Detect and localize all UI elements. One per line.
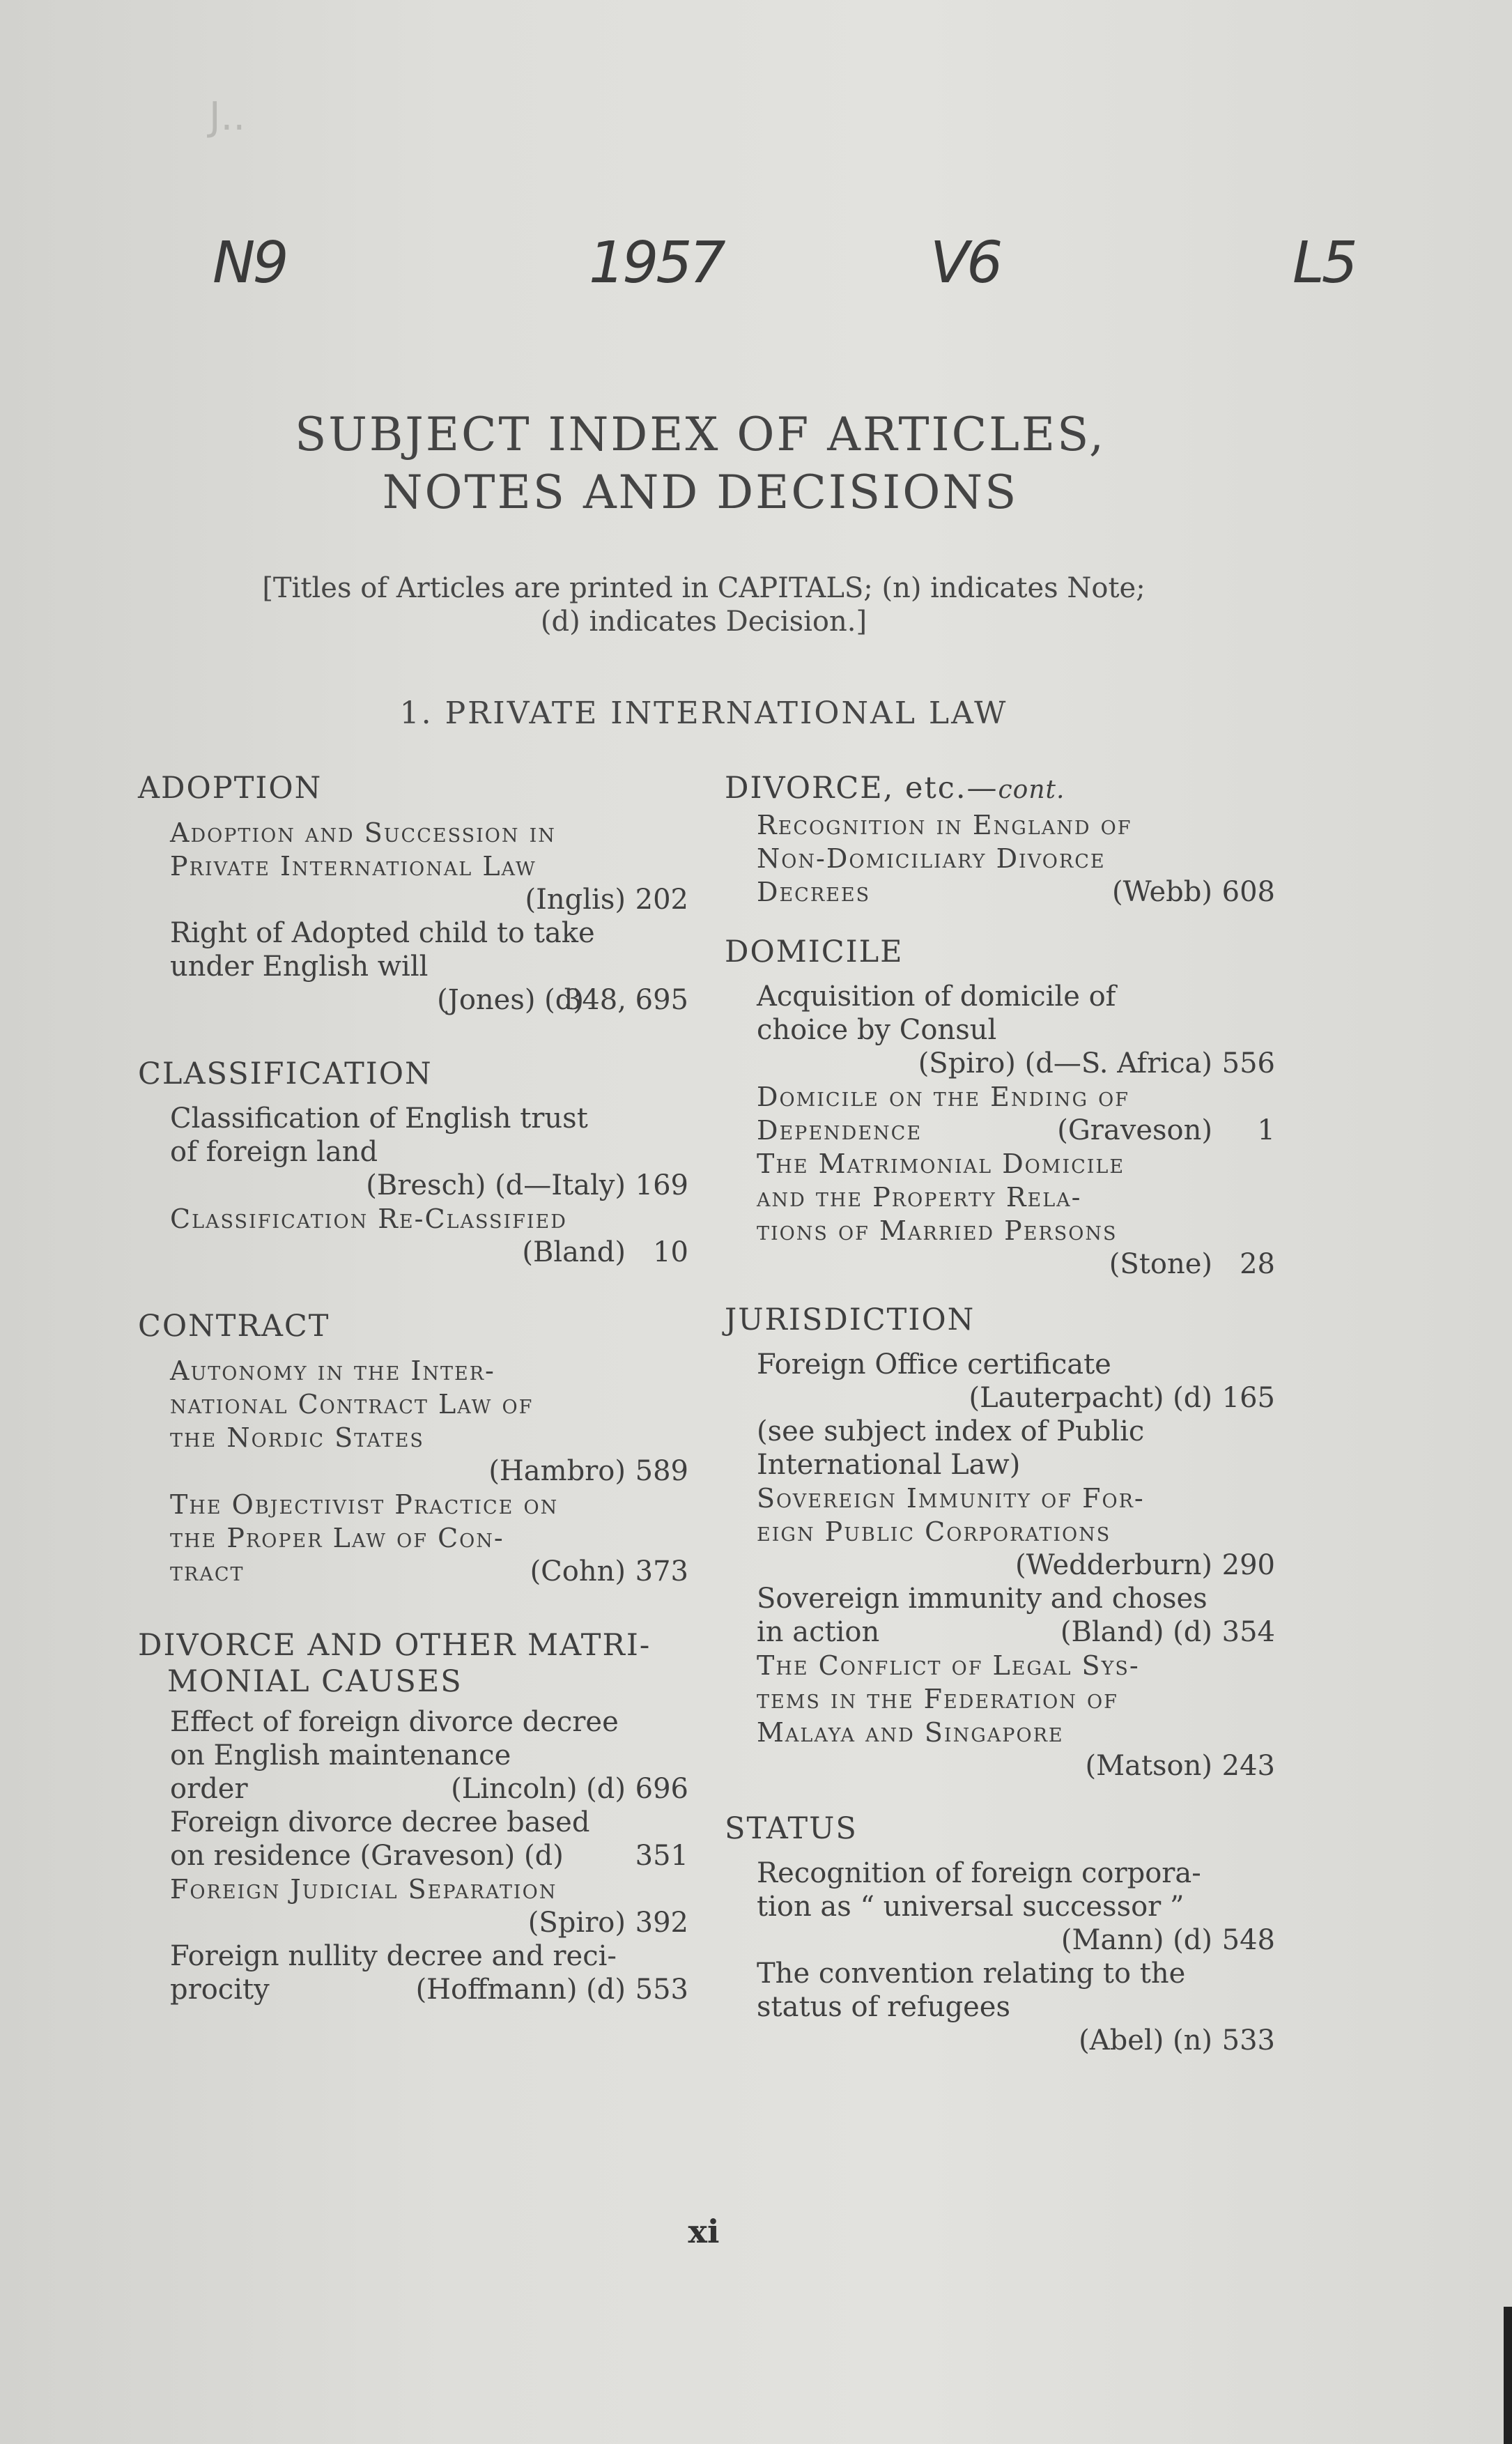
entry-page: 351 bbox=[635, 1840, 688, 1872]
entry-author: (Spiro) bbox=[527, 1907, 626, 1939]
entry-page: 165 bbox=[1221, 1382, 1275, 1414]
entry-ref bbox=[786, 1047, 1275, 1080]
index-entry bbox=[138, 1806, 688, 1873]
entry-ref bbox=[199, 1169, 688, 1202]
entry-text: Foreign Judicial Separation bbox=[170, 1874, 557, 1905]
entry-page: 556 bbox=[1221, 1047, 1275, 1079]
entry-author: (Abel) (n) bbox=[1079, 2024, 1212, 2057]
entry-page: 608 bbox=[1221, 876, 1275, 908]
entry-author: (Spiro) (d—S. Africa) bbox=[918, 1047, 1212, 1079]
entry-page: 354 bbox=[1221, 1616, 1275, 1648]
entry-ref bbox=[199, 983, 688, 1017]
handwritten-mark-1: N9 bbox=[213, 230, 286, 296]
entry-text: Decrees bbox=[757, 877, 871, 907]
entry-text: order bbox=[170, 1773, 248, 1805]
entry-text: The Matrimonial Domicile bbox=[757, 1148, 1125, 1179]
entry-ref bbox=[199, 883, 688, 916]
entry-text: Non-Domiciliary Divorce bbox=[757, 843, 1106, 874]
left-column bbox=[138, 770, 688, 2006]
entry-text: (see subject index of Public bbox=[757, 1415, 1145, 1447]
entry-text: tion as “ universal successor ” bbox=[757, 1891, 1185, 1923]
entry-text: Effect of foreign divorce decree bbox=[170, 1706, 619, 1738]
entry-ref bbox=[786, 1923, 1275, 1957]
entry-text: tract bbox=[170, 1556, 245, 1587]
entry-page: 533 bbox=[1221, 2024, 1275, 2057]
entry-text: Foreign divorce decree based bbox=[170, 1806, 590, 1838]
entry-text: tions of Married Persons bbox=[757, 1215, 1118, 1246]
entry-page: 28 bbox=[1240, 1248, 1275, 1280]
entry-text: The Objectivist Practice on bbox=[170, 1489, 559, 1520]
page-number: xi bbox=[688, 2213, 720, 2250]
index-entry bbox=[138, 1354, 688, 1488]
heading-cont-text: cont. bbox=[998, 776, 1065, 804]
index-entry bbox=[138, 1102, 688, 1202]
index-entry bbox=[138, 1939, 688, 2006]
entry-author: (Bland) (d) bbox=[1060, 1616, 1212, 1648]
page-title-line-1: SUBJECT INDEX OF ARTICLES, bbox=[295, 408, 1106, 461]
entry-page: 548 bbox=[1221, 1924, 1275, 1956]
entry-ref bbox=[199, 1236, 688, 1269]
entry-ref bbox=[786, 1381, 1275, 1415]
entry-page: 169 bbox=[635, 1169, 688, 1201]
heading-status: STATUS bbox=[725, 1811, 858, 1846]
entry-text: on English maintenance bbox=[170, 1739, 511, 1771]
entry-author: (Matson) bbox=[1085, 1750, 1212, 1782]
entry-author: (Bland) bbox=[522, 1236, 626, 1268]
entry-ref bbox=[757, 875, 1275, 909]
index-entry bbox=[725, 1482, 1275, 1582]
entry-author: (Mann) (d) bbox=[1060, 1924, 1212, 1956]
index-entry bbox=[138, 1873, 688, 1939]
entry-text: Classification Re-Classified bbox=[170, 1204, 567, 1234]
index-entry bbox=[725, 1582, 1275, 1649]
entry-author: (Hoffmann) (d) bbox=[415, 1974, 626, 2006]
entry-page: 290 bbox=[1221, 1549, 1275, 1581]
entry-text: Malaya and Singapore bbox=[757, 1717, 1064, 1748]
entry-page: 1 bbox=[1257, 1114, 1275, 1146]
entry-text: Sovereign Immunity of For- bbox=[757, 1483, 1145, 1514]
entry-text: Right of Adopted child to take bbox=[170, 917, 595, 949]
entry-author: (Lauterpacht) (d) bbox=[969, 1382, 1212, 1414]
index-entry bbox=[725, 1348, 1275, 1482]
index-entry bbox=[725, 1857, 1275, 1957]
entry-text: Autonomy in the Inter- bbox=[170, 1355, 495, 1386]
entry-ref bbox=[170, 1839, 688, 1873]
handwritten-mark-3: V6 bbox=[930, 230, 1001, 296]
heading-domicile: DOMICILE bbox=[725, 935, 904, 969]
entry-ref bbox=[786, 1749, 1275, 1783]
entry-text: and the Property Rela- bbox=[757, 1182, 1082, 1213]
heading-divorce-cont bbox=[725, 770, 1275, 808]
entry-ref bbox=[786, 1548, 1275, 1582]
entry-text: the Proper Law of Con- bbox=[170, 1523, 504, 1553]
pencil-mark: J.. bbox=[209, 94, 246, 139]
entry-ref bbox=[786, 1247, 1275, 1281]
entry-author: (Bresch) (d—Italy) bbox=[366, 1169, 626, 1201]
heading-contract: CONTRACT bbox=[138, 1309, 330, 1344]
entry-author: (Stone) bbox=[1109, 1248, 1212, 1280]
entry-text: procity bbox=[170, 1974, 270, 2006]
entry-ref bbox=[757, 1615, 1275, 1649]
handwritten-mark-2: 1957 bbox=[589, 230, 723, 296]
entry-text: under English will bbox=[170, 951, 429, 983]
index-entry bbox=[725, 1957, 1275, 2057]
entry-ref bbox=[170, 1973, 688, 2006]
entry-text: of foreign land bbox=[170, 1136, 378, 1168]
entry-ref bbox=[170, 1772, 688, 1806]
entry-author: (Graveson) bbox=[1057, 1114, 1212, 1146]
entry-text: Foreign Office certificate bbox=[757, 1348, 1111, 1381]
heading-text: DIVORCE, etc.— bbox=[725, 771, 998, 806]
entry-text: national Contract Law of bbox=[170, 1389, 534, 1420]
index-entry bbox=[725, 1147, 1275, 1281]
entry-page: 243 bbox=[1221, 1750, 1275, 1782]
right-column bbox=[725, 770, 1275, 2057]
intro-line-1: [Titles of Articles are printed in CAPITALS; (n) indicates Note; bbox=[262, 572, 1145, 604]
entry-text: tems in the Federation of bbox=[757, 1684, 1118, 1714]
entry-text: Classification of English trust bbox=[170, 1102, 588, 1135]
page-edge-shadow bbox=[1504, 2307, 1512, 2444]
index-entry bbox=[138, 1488, 688, 1588]
entry-text: International Law) bbox=[757, 1449, 1021, 1481]
entry-text: Recognition in England of bbox=[757, 810, 1132, 840]
entry-page: 589 bbox=[635, 1455, 688, 1487]
entry-text: The Conflict of Legal Sys- bbox=[757, 1650, 1140, 1681]
heading-line: DIVORCE AND OTHER MATRI- bbox=[138, 1628, 651, 1663]
heading-divorce bbox=[138, 1627, 688, 1700]
entry-page: 202 bbox=[635, 884, 688, 916]
entry-ref bbox=[757, 1114, 1275, 1147]
entry-author: (Lincoln) (d) bbox=[451, 1773, 626, 1805]
heading-jurisdiction: JURISDICTION bbox=[725, 1302, 975, 1337]
entry-text: The convention relating to the bbox=[757, 1958, 1186, 1990]
entry-text: on residence (Graveson) (d) bbox=[170, 1840, 564, 1872]
intro-note bbox=[167, 571, 1240, 638]
entry-text: status of refugees bbox=[757, 1991, 1010, 2023]
index-entry bbox=[725, 1649, 1275, 1783]
entry-page: 373 bbox=[635, 1555, 688, 1588]
index-entry bbox=[725, 980, 1275, 1080]
entry-author: (Jones) (d) bbox=[437, 984, 584, 1016]
entry-text: Recognition of foreign corpora- bbox=[757, 1857, 1201, 1889]
entry-page: 392 bbox=[635, 1907, 688, 1939]
entry-ref bbox=[199, 1906, 688, 1939]
index-entry bbox=[138, 1202, 688, 1269]
entry-text: choice by Consul bbox=[757, 1014, 997, 1046]
entry-author: (Webb) bbox=[1112, 876, 1212, 908]
entry-text: Domicile on the Ending of bbox=[757, 1082, 1129, 1112]
entry-text: Foreign nullity decree and reci- bbox=[170, 1940, 617, 1972]
index-entry bbox=[138, 816, 688, 916]
entry-ref bbox=[199, 1454, 688, 1488]
index-entry bbox=[725, 808, 1275, 909]
heading-classification: CLASSIFICATION bbox=[138, 1056, 433, 1091]
entry-text: eign Public Corporations bbox=[757, 1516, 1111, 1547]
entry-author: (Hambro) bbox=[488, 1455, 626, 1487]
entry-text: Dependence bbox=[757, 1115, 923, 1146]
entry-page: 553 bbox=[635, 1974, 688, 2006]
entry-text: Private International Law bbox=[170, 851, 537, 882]
entry-text: Adoption and Succession in bbox=[170, 817, 556, 848]
handwritten-mark-4: L5 bbox=[1293, 230, 1355, 296]
intro-line-2: (d) indicates Decision.] bbox=[540, 606, 867, 638]
entry-page: 10 bbox=[653, 1236, 688, 1268]
index-entry bbox=[138, 1705, 688, 1806]
heading-line: MONIAL CAUSES bbox=[167, 1664, 463, 1699]
entry-ref bbox=[170, 1555, 688, 1588]
entry-page: 696 bbox=[635, 1773, 688, 1805]
entry-author: (Wedderburn) bbox=[1015, 1549, 1212, 1581]
index-entry bbox=[725, 1080, 1275, 1147]
entry-text: the Nordic States bbox=[170, 1422, 424, 1453]
heading-adoption: ADOPTION bbox=[138, 771, 323, 806]
section-heading: 1. PRIVATE INTERNATIONAL LAW bbox=[399, 695, 1008, 731]
entry-page: 348, 695 bbox=[564, 984, 688, 1016]
entry-text: Acquisition of domicile of bbox=[757, 981, 1116, 1013]
page-title-line-2: NOTES AND DECISIONS bbox=[382, 466, 1019, 519]
entry-author: (Inglis) bbox=[525, 884, 626, 916]
entry-ref bbox=[786, 2024, 1275, 2057]
entry-author: (Cohn) bbox=[530, 1555, 626, 1588]
entry-text: Sovereign immunity and choses bbox=[757, 1583, 1208, 1615]
entry-text: in action bbox=[757, 1616, 880, 1648]
index-entry bbox=[138, 916, 688, 1017]
